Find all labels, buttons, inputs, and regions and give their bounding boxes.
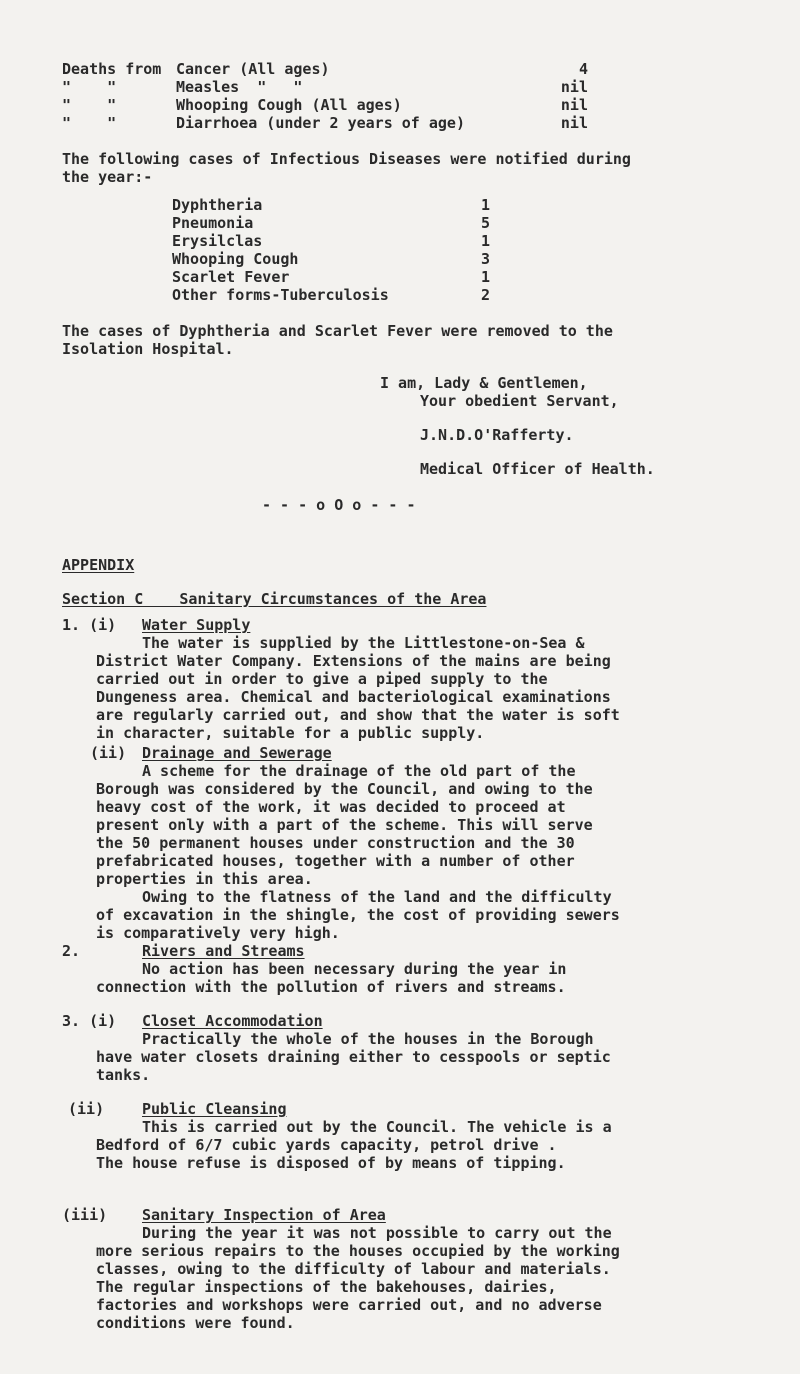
item-title-cleansing: Public Cleansing (142, 1100, 287, 1118)
disease-name: Erysilclas (172, 232, 263, 250)
deaths-prefix: " " (62, 114, 117, 132)
deaths-label: Diarrhoea (under 2 years of age) (176, 114, 465, 132)
body-line: of excavation in the shingle, the cost of providing sewers (96, 906, 620, 924)
item-title-rivers: Rivers and Streams (142, 942, 305, 960)
body-line: tanks. (96, 1066, 151, 1084)
signoff-name: J.N.D.O'Rafferty. (420, 426, 574, 444)
item-number: (ii) (90, 744, 127, 762)
body-line: Owing to the flatness of the land and the difficulty (142, 888, 612, 906)
item-number: (ii) (68, 1100, 105, 1118)
body-line: have water closets draining either to cesspools or septic (96, 1048, 611, 1066)
disease-count: 1 (480, 196, 490, 214)
disease-count: 5 (480, 214, 490, 232)
removal-note: Isolation Hospital. (62, 340, 234, 358)
item-title-water-supply: Water Supply (142, 616, 251, 634)
deaths-value: nil (560, 96, 588, 114)
item-number: 1. (i) (62, 616, 117, 634)
deaths-label: Measles " " (176, 78, 303, 96)
body-line: The regular inspections of the bakehouses, dairies, (96, 1278, 557, 1296)
item-body-water-supply (96, 634, 756, 742)
body-line: During the year it was not possible to carry out the (142, 1224, 612, 1242)
disease-name: Whooping Cough (172, 250, 299, 268)
body-line: The water is supplied by the Littlestone-on-Sea & (142, 634, 585, 652)
deaths-value: 4 (578, 60, 588, 78)
signoff-title: Medical Officer of Health. (420, 460, 655, 478)
body-line: conditions were found. (96, 1314, 295, 1332)
body-line: are regularly carried out, and show that the water is soft (96, 706, 620, 724)
section-separator: - - - o O o - - - (262, 496, 416, 514)
body-line: is comparatively very high. (96, 924, 340, 942)
signoff-closing: Your obedient Servant, (420, 392, 619, 410)
body-line: Bedford of 6/7 cubic yards capacity, petrol drive . (96, 1136, 557, 1154)
disease-count: 1 (480, 268, 490, 286)
item-body-cleansing (96, 1118, 756, 1172)
body-line: classes, owing to the difficulty of labour and materials. (96, 1260, 611, 1278)
body-line: properties in this area. (96, 870, 313, 888)
body-line: more serious repairs to the houses occupied by the working (96, 1242, 620, 1260)
body-line: Dungeness area. Chemical and bacteriological examinations (96, 688, 611, 706)
body-line: in character, suitable for a public supply. (96, 724, 485, 742)
item-body-drainage (96, 762, 756, 942)
body-line: No action has been necessary during the year in (142, 960, 567, 978)
disease-name: Scarlet Fever (172, 268, 290, 286)
item-number: 3. (i) (62, 1012, 117, 1030)
deaths-value: nil (560, 78, 588, 96)
deaths-prefix: Deaths from (62, 60, 162, 78)
removal-note: The cases of Dyphtheria and Scarlet Fever were removed to the (62, 322, 613, 340)
body-line: carried out in order to give a piped supply to the (96, 670, 548, 688)
item-title-closet: Closet Accommodation (142, 1012, 323, 1030)
deaths-value: nil (560, 114, 588, 132)
section-heading: Section C Sanitary Circumstances of the Area (62, 590, 487, 608)
body-line: This is carried out by the Council. The vehicle is a (142, 1118, 612, 1136)
deaths-label: Cancer (All ages) (176, 60, 330, 78)
body-line: Practically the whole of the houses in the Borough (142, 1030, 594, 1048)
body-line: factories and workshops were carried out, and no adverse (96, 1296, 602, 1314)
item-body-inspection (96, 1224, 756, 1332)
body-line: Borough was considered by the Council, and owing to the (96, 780, 593, 798)
body-line: present only with a part of the scheme. This will serve (96, 816, 593, 834)
body-line: The house refuse is disposed of by means of tipping. (96, 1154, 566, 1172)
deaths-prefix: " " (62, 78, 117, 96)
item-body-rivers (96, 960, 756, 996)
disease-count: 3 (480, 250, 490, 268)
disease-name: Pneumonia (172, 214, 254, 232)
body-line: connection with the pollution of rivers and streams. (96, 978, 566, 996)
body-line: the 50 permanent houses under construction and the 30 (96, 834, 575, 852)
body-line: A scheme for the drainage of the old part of the (142, 762, 576, 780)
notified-intro: the year:- (62, 168, 153, 186)
deaths-prefix: " " (62, 96, 117, 114)
body-line: prefabricated houses, together with a number of other (96, 852, 575, 870)
disease-name: Other forms-Tuberculosis (172, 286, 389, 304)
item-title-drainage: Drainage and Sewerage (142, 744, 332, 762)
item-body-closet (96, 1030, 756, 1084)
disease-count: 2 (480, 286, 490, 304)
notified-intro: The following cases of Infectious Diseases were notified during (62, 150, 631, 168)
disease-name: Dyphtheria (172, 196, 263, 214)
signoff-greeting: I am, Lady & Gentlemen, (380, 374, 588, 392)
body-line: heavy cost of the work, it was decided to proceed at (96, 798, 566, 816)
item-number: (iii) (62, 1206, 108, 1224)
body-line: District Water Company. Extensions of the mains are being (96, 652, 611, 670)
item-number: 2. (62, 942, 81, 960)
deaths-label: Whooping Cough (All ages) (176, 96, 402, 114)
appendix-heading: APPENDIX (62, 556, 135, 574)
item-title-inspection: Sanitary Inspection of Area (142, 1206, 386, 1224)
disease-count: 1 (480, 232, 490, 250)
